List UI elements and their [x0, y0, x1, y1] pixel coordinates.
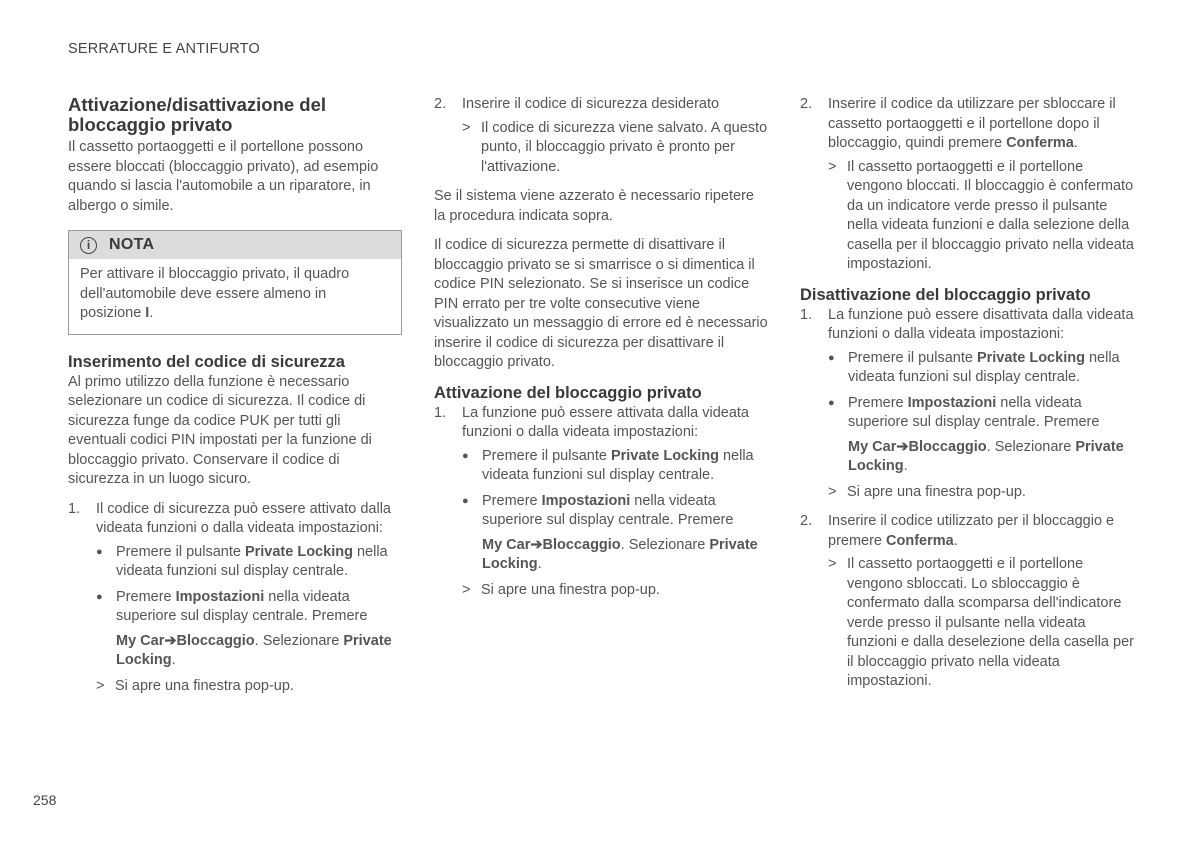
bullet-text: Premere Impostazioni nella videata superiore sul display centrale. Premere My Car➔Bloccaggio. Selezionare Private Locking.	[116, 588, 402, 671]
confirm-label: Conferma	[886, 532, 954, 549]
step-text: Inserire il codice da utilizzare per sbloccare il cassetto portaoggetti e il portellone dopo il bloccaggio, quindi premere Conferma.	[828, 96, 1116, 151]
arrow-right-icon: ➔	[530, 536, 543, 553]
bullet-text: Premere Impostazioni nella videata superiore sul display centrale. Premere My Car➔Bloccaggio. Selezionare Private Locking.	[482, 492, 768, 575]
result-marker-icon: >	[828, 158, 837, 175]
bullet-icon: ●	[462, 449, 469, 462]
step-text: La funzione può essere disattivata dalla videata funzioni o dalla videata impostazioni:	[828, 306, 1134, 342]
step-text: La funzione può essere attivata dalla videata funzioni o dalla videata impostazioni:	[462, 404, 749, 440]
result-marker-icon: >	[828, 483, 837, 500]
step-item	[800, 95, 1134, 154]
page-header: SERRATURE E ANTIFURTO	[68, 41, 260, 57]
note-body	[69, 259, 401, 334]
step-number: 2.	[800, 513, 813, 529]
bullet-icon: ●	[96, 590, 103, 603]
bullet-item	[828, 349, 1134, 388]
result-text: Si apre una finestra pop-up.	[481, 581, 660, 598]
menu-path: My Car➔Bloccaggio. Selezionare Private Locking.	[116, 632, 392, 668]
bullet-icon: ●	[96, 545, 103, 558]
step-item	[434, 404, 768, 443]
bullet-text: Premere il pulsante Private Locking nella videata funzioni sul display centrale.	[482, 447, 754, 483]
arrow-right-icon: ➔	[896, 438, 909, 455]
step-item	[800, 512, 1134, 551]
bullet-text: Premere Impostazioni nella videata superiore sul display centrale. Premere My Car➔Bloccaggio. Selezionare Private Locking.	[848, 394, 1134, 477]
note-box	[68, 230, 402, 335]
step-number: 1.	[800, 306, 813, 323]
result-text: Si apre una finestra pop-up.	[115, 677, 294, 694]
result-item	[828, 555, 1134, 692]
result-item	[828, 158, 1134, 275]
menu-path: My Car➔Bloccaggio. Selezionare Private Locking.	[848, 438, 1124, 474]
note-ignition-position: I	[145, 305, 150, 321]
step-number: 1.	[68, 500, 81, 517]
info-icon: i	[80, 237, 97, 254]
result-marker-icon: >	[462, 581, 471, 598]
settings-label: Impostazioni	[907, 394, 997, 411]
result-item	[828, 483, 1134, 503]
result-item	[462, 119, 768, 178]
result-text: Il cassetto portaoggetti e il portellone vengono sbloccati. Lo sbloccaggio è confermato dalla scomparsa dell'indicatore verde presso il pulsante nella videata funzioni e dalla deselezione della casella per il bloccaggio privato nella videata impostazioni.	[847, 556, 1134, 689]
step-item	[800, 306, 1134, 345]
step-text: Il codice di sicurezza può essere attivato dalla videata funzioni o dalla videata impostazioni:	[96, 500, 391, 536]
note-text: Per attivare il bloccaggio privato, il quadro dell'automobile deve essere almeno in posizione	[80, 266, 350, 321]
column-right	[800, 95, 1134, 702]
column-middle	[434, 95, 768, 610]
result-text: Si apre una finestra pop-up.	[847, 483, 1026, 500]
bullet-item	[96, 588, 402, 671]
section-title-deactivation: Disattivazione del bloccaggio privato	[800, 285, 1091, 304]
result-marker-icon: >	[96, 677, 105, 694]
bullet-text: Premere il pulsante Private Locking nella videata funzioni sul display centrale.	[116, 543, 388, 579]
confirm-label: Conferma	[1006, 135, 1074, 151]
result-marker-icon: >	[462, 119, 471, 136]
note-label: NOTA	[109, 236, 155, 254]
settings-label: Impostazioni	[175, 588, 265, 605]
section-title-security-code: Inserimento del codice di sicurezza	[68, 352, 345, 371]
bullet-item	[462, 447, 768, 486]
section-title-activation: Attivazione del bloccaggio privato	[434, 383, 702, 402]
step-number: 2.	[800, 96, 813, 112]
page-number: 258	[33, 792, 57, 808]
pin-paragraph: Il codice di sicurezza permette di disattivare il bloccaggio privato se si smarrisce o si dimentica il codice PIN selezionato. Se si inserisce un codice PIN errato per tre volte consecutive viene visualizzato un messaggio di errore ed è necessario inserire il codice di sicurezza per disattivare il bloccaggio privato.	[434, 237, 768, 370]
private-locking-label: Private Locking	[244, 543, 353, 560]
private-locking-label: Private Locking	[976, 349, 1085, 366]
bullet-item	[462, 492, 768, 575]
bullet-icon: ●	[462, 494, 469, 507]
step-number: 1.	[434, 404, 447, 421]
step-text: Inserire il codice di sicurezza desiderato	[462, 96, 720, 112]
step-text: Inserire il codice utilizzato per il bloccaggio e premere Conferma.	[828, 513, 1115, 549]
bullet-item	[96, 543, 402, 582]
step-number: 2.	[434, 96, 447, 112]
bullet-text: Premere il pulsante Private Locking nella videata funzioni sul display centrale.	[848, 349, 1120, 385]
result-item	[462, 581, 768, 601]
result-item	[96, 677, 402, 697]
reset-paragraph: Se il sistema viene azzerato è necessario ripetere la procedura indicata sopra.	[434, 188, 754, 224]
arrow-right-icon: ➔	[164, 632, 177, 649]
bullet-item	[828, 394, 1134, 477]
menu-path: My Car➔Bloccaggio. Selezionare Private Locking.	[482, 536, 758, 572]
result-text: Il codice di sicurezza viene salvato. A questo punto, il bloccaggio privato è pronto per l'attivazione.	[481, 119, 768, 175]
security-code-paragraph: Al primo utilizzo della funzione è necessario selezionare un codice di sicurezza. Il codice di sicurezza funge da codice PUK per tutti gli eventuali codici PIN impostati per la funzione di bloccaggio privato. Conservare il codice di sicurezza in un luogo sicuro.	[68, 373, 372, 487]
settings-label: Impostazioni	[541, 492, 631, 509]
step-item	[434, 95, 768, 115]
result-marker-icon: >	[828, 556, 837, 572]
bullet-icon: ●	[828, 351, 835, 364]
column-left	[68, 95, 402, 706]
private-locking-label: Private Locking	[610, 447, 719, 464]
note-header	[69, 231, 401, 259]
section-title-main: Attivazione/disattivazione del bloccaggio privato	[68, 94, 327, 135]
result-text: Il cassetto portaoggetti e il portellone vengono bloccati. Il bloccaggio è confermato da un indicatore verde presso il pulsante nella videata funzioni e dalla selezione della casella per il bloccaggio privato nella videata impostazioni.	[847, 158, 1134, 272]
note-end: .	[149, 305, 154, 321]
bullet-icon: ●	[828, 396, 835, 409]
step-item	[68, 500, 402, 539]
intro-paragraph: Il cassetto portaoggetti e il portellone possono essere bloccati (bloccaggio privato), ad esempio quando si lascia l'automobile a un riparatore, in albergo o simile.	[68, 139, 379, 214]
